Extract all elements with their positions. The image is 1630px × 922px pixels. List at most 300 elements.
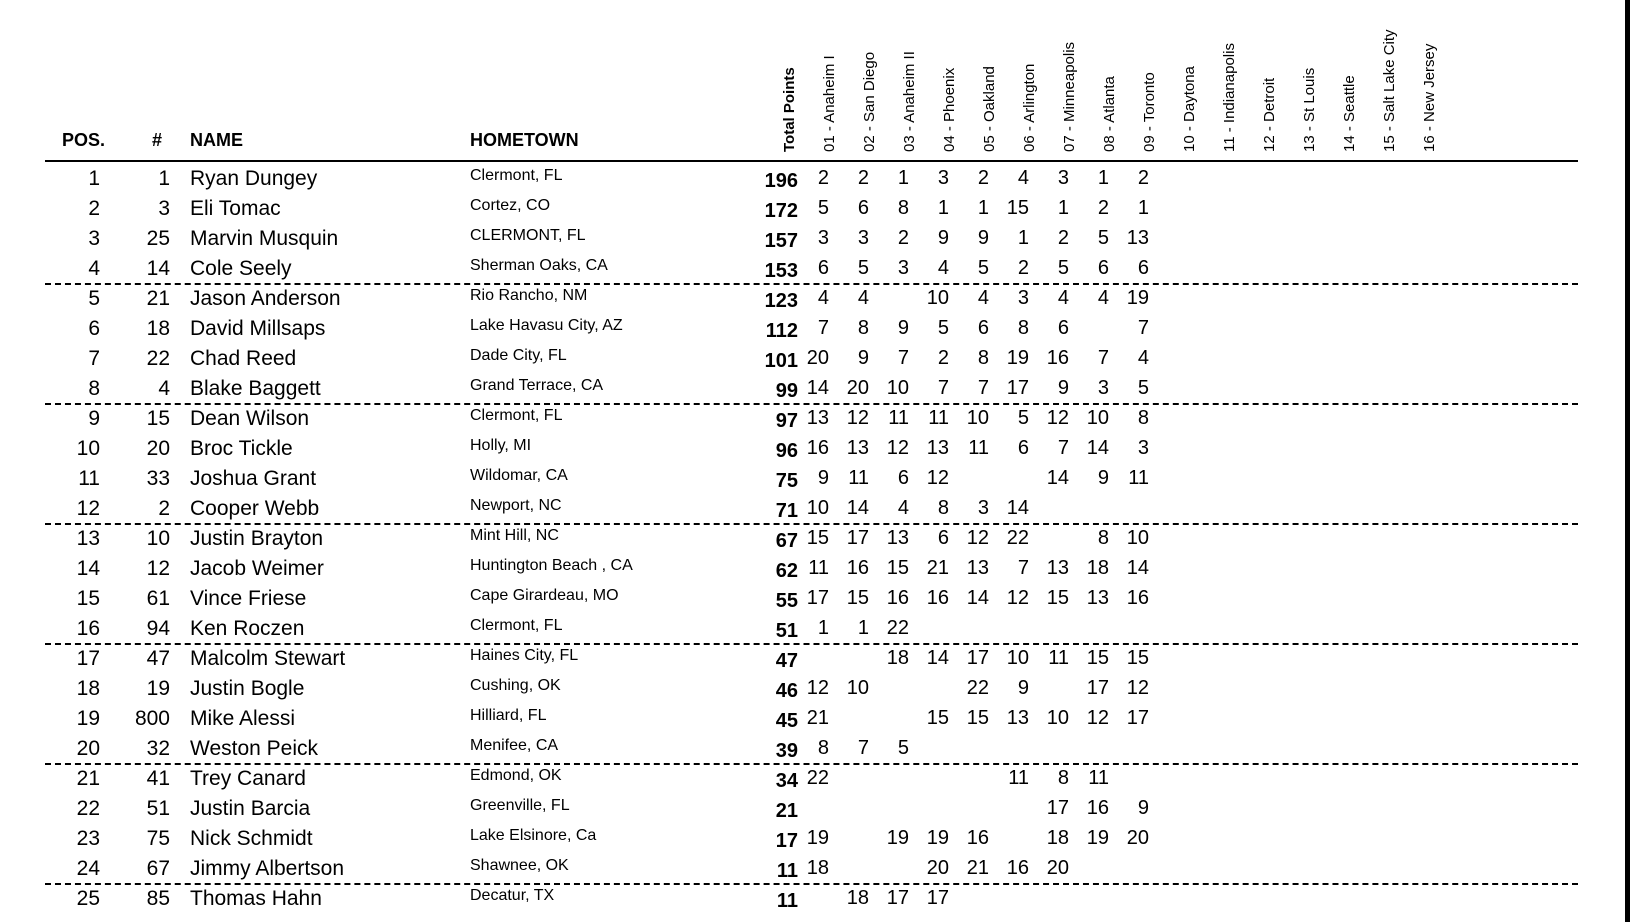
race-column-header: 11 - Indianapolis — [1221, 43, 1238, 152]
race-result-cell: 13 — [886, 527, 909, 549]
race-column-header: 13 - St Louis — [1301, 67, 1318, 152]
race-result-cell: 5 — [817, 197, 829, 219]
race-result-cell: 6 — [817, 257, 829, 279]
rider-name-cell: Chad Reed — [190, 347, 297, 370]
race-column-header: 14 - Seattle — [1341, 75, 1358, 152]
position-cell: 7 — [88, 347, 100, 370]
rider-number-cell: 4 — [158, 377, 170, 400]
race-column-header: 04 - Phoenix — [941, 67, 958, 152]
race-result-cell: 14 — [1046, 467, 1069, 489]
rider-name-cell: Dean Wilson — [190, 407, 310, 430]
race-result-cell: 9 — [1097, 467, 1109, 489]
race-result-cell: 20 — [926, 857, 949, 879]
race-result-cell: 13 — [1126, 227, 1149, 249]
table-row — [0, 255, 1630, 285]
race-result-cell: 11 — [1008, 767, 1029, 789]
race-result-cell: 1 — [1097, 167, 1109, 189]
race-result-cell: 8 — [977, 347, 989, 369]
rider-number-cell: 18 — [146, 317, 170, 340]
race-result-cell: 12 — [846, 407, 869, 429]
race-result-cell: 5 — [1057, 257, 1069, 279]
race-result-cell: 16 — [1046, 347, 1069, 369]
rider-name-cell: Jason Anderson — [190, 287, 341, 310]
total-points-cell: 11 — [776, 860, 798, 882]
race-result-cell: 5 — [937, 317, 949, 339]
race-result-cell: 22 — [886, 617, 909, 639]
position-cell: 2 — [88, 197, 100, 220]
race-result-cell: 18 — [1086, 557, 1109, 579]
race-result-cell: 12 — [926, 467, 949, 489]
rider-name-cell: Justin Bogle — [190, 677, 305, 700]
race-result-cell: 9 — [1017, 677, 1029, 699]
race-result-cell: 16 — [1006, 857, 1029, 879]
race-result-cell: 3 — [897, 257, 909, 279]
hometown-cell: Haines City, FL — [470, 647, 579, 664]
race-result-cell: 20 — [1126, 827, 1149, 849]
race-result-cell: 10 — [1006, 647, 1029, 669]
table-row — [0, 885, 1630, 915]
hometown-cell: Rio Rancho, NM — [470, 287, 588, 304]
race-result-cell: 4 — [817, 287, 829, 309]
hometown-cell: Mint Hill, NC — [470, 527, 559, 544]
race-result-cell: 17 — [1086, 677, 1109, 699]
race-result-cell: 14 — [966, 587, 989, 609]
total-points-cell: 47 — [775, 650, 798, 672]
race-result-cell: 19 — [1086, 827, 1109, 849]
rider-name-cell: Joshua Grant — [190, 467, 317, 490]
race-result-cell: 13 — [926, 437, 949, 459]
table-row — [0, 435, 1630, 465]
rider-name-cell: Trey Canard — [190, 767, 306, 790]
race-result-cell: 16 — [926, 587, 949, 609]
race-result-cell: 11 — [1128, 467, 1149, 489]
position-cell: 21 — [76, 767, 100, 790]
race-result-cell: 1 — [1137, 197, 1149, 219]
race-result-cell: 2 — [857, 167, 869, 189]
rider-name-cell: Mike Alessi — [190, 707, 296, 730]
rider-number-cell: 33 — [146, 467, 170, 490]
hometown-cell: CLERMONT, FL — [470, 227, 586, 244]
race-result-cell: 1 — [897, 167, 909, 189]
race-result-cell: 7 — [937, 377, 949, 399]
table-row — [0, 525, 1630, 555]
race-result-cell: 4 — [1017, 167, 1029, 189]
race-result-cell: 15 — [926, 707, 949, 729]
position-cell: 12 — [76, 497, 100, 520]
race-result-cell: 5 — [1017, 407, 1029, 429]
race-column-header: 15 - Salt Lake City — [1381, 29, 1398, 152]
total-points-cell: 71 — [775, 500, 798, 522]
table-row — [0, 405, 1630, 435]
race-result-cell: 18 — [1046, 827, 1069, 849]
total-points-cell: 157 — [764, 230, 798, 252]
hometown-cell: Decatur, TX — [470, 887, 555, 904]
total-points-cell: 75 — [775, 470, 798, 492]
race-result-cell: 10 — [886, 377, 909, 399]
race-result-cell: 15 — [966, 707, 989, 729]
race-result-cell: 4 — [1137, 347, 1149, 369]
race-result-cell: 15 — [886, 557, 909, 579]
rider-number-cell: 19 — [146, 677, 170, 700]
total-points-cell: 101 — [764, 350, 798, 372]
rider-number-cell: 32 — [146, 737, 170, 760]
race-result-cell: 6 — [977, 317, 989, 339]
table-row — [0, 195, 1630, 225]
race-column-header: 10 - Daytona — [1181, 66, 1198, 152]
rider-number-cell: 12 — [146, 557, 170, 580]
race-result-cell: 3 — [1097, 377, 1109, 399]
hometown-cell: Hilliard, FL — [470, 707, 547, 724]
race-result-cell: 4 — [1097, 287, 1109, 309]
rider-number-cell: 61 — [146, 587, 170, 610]
race-result-cell: 13 — [846, 437, 869, 459]
rider-name-cell: Vince Friese — [190, 587, 307, 610]
position-cell: 9 — [88, 407, 100, 430]
race-result-cell: 19 — [806, 827, 829, 849]
hometown-cell: Cortez, CO — [470, 197, 551, 214]
race-result-cell: 6 — [857, 197, 869, 219]
race-column-header: 09 - Toronto — [1141, 72, 1158, 152]
rider-number-cell: 15 — [146, 407, 170, 430]
race-column-header: 05 - Oakland — [981, 66, 998, 152]
hometown-cell: Grand Terrace, CA — [470, 377, 604, 394]
rider-name-cell: Jimmy Albertson — [190, 857, 345, 880]
race-result-cell: 16 — [886, 587, 909, 609]
race-result-cell: 12 — [1046, 407, 1069, 429]
race-result-cell: 21 — [926, 557, 949, 579]
race-result-cell: 1 — [857, 617, 869, 639]
rider-number-cell: 20 — [146, 437, 170, 460]
race-result-cell: 5 — [1137, 377, 1149, 399]
total-points-cell: 67 — [775, 530, 798, 552]
total-points-cell: 34 — [775, 770, 798, 792]
total-points-column-header: Total Points — [781, 67, 798, 152]
position-cell: 22 — [76, 797, 100, 820]
table-row — [0, 705, 1630, 735]
hometown-cell: Edmond, OK — [470, 767, 562, 784]
position-cell: 10 — [76, 437, 100, 460]
race-result-cell: 3 — [937, 167, 949, 189]
hometown-cell: Huntington Beach , CA — [470, 557, 633, 574]
table-row — [0, 495, 1630, 525]
race-result-cell: 8 — [857, 317, 869, 339]
table-row — [0, 465, 1630, 495]
race-result-cell: 11 — [1088, 767, 1109, 789]
race-result-cell: 15 — [1006, 197, 1029, 219]
race-result-cell: 8 — [1057, 767, 1069, 789]
rider-number-cell: 21 — [146, 287, 170, 310]
table-row — [0, 345, 1630, 375]
position-cell: 3 — [88, 227, 100, 250]
race-result-cell: 1 — [977, 197, 989, 219]
race-result-cell: 3 — [1017, 287, 1029, 309]
race-result-cell: 14 — [846, 497, 869, 519]
rider-name-cell: Ken Roczen — [190, 617, 305, 640]
total-points-cell: 123 — [764, 290, 798, 312]
race-result-cell: 17 — [806, 587, 829, 609]
race-result-cell: 19 — [1126, 287, 1149, 309]
race-result-cell: 3 — [857, 227, 869, 249]
table-row — [0, 585, 1630, 615]
table-row — [0, 615, 1630, 645]
rider-number-cell: 22 — [146, 347, 170, 370]
race-result-cell: 11 — [968, 437, 989, 459]
rider-number-cell: 25 — [146, 227, 170, 250]
total-points-cell: 46 — [775, 680, 798, 702]
race-result-cell: 8 — [1137, 407, 1149, 429]
hometown-cell: Newport, NC — [470, 497, 562, 514]
hometown-cell: Lake Havasu City, AZ — [470, 317, 623, 334]
race-column-header: 06 - Arlington — [1021, 63, 1038, 152]
race-result-cell: 10 — [806, 497, 829, 519]
race-result-cell: 1 — [1017, 227, 1029, 249]
race-result-cell: 14 — [1126, 557, 1149, 579]
table-row — [0, 315, 1630, 345]
race-result-cell: 2 — [977, 167, 989, 189]
race-result-cell: 8 — [817, 737, 829, 759]
race-result-cell: 18 — [846, 887, 869, 909]
rider-name-cell: Jacob Weimer — [190, 557, 324, 580]
race-result-cell: 8 — [1017, 317, 1029, 339]
position-cell: 8 — [88, 377, 100, 400]
total-points-cell: 17 — [775, 830, 798, 852]
race-column-header: 01 - Anaheim I — [821, 55, 838, 152]
race-result-cell: 14 — [1006, 497, 1029, 519]
race-result-cell: 1 — [1057, 197, 1069, 219]
race-result-cell: 7 — [1097, 347, 1109, 369]
race-result-cell: 7 — [857, 737, 869, 759]
race-result-cell: 4 — [1057, 287, 1069, 309]
race-result-cell: 22 — [1006, 527, 1029, 549]
race-result-cell: 2 — [897, 227, 909, 249]
race-column-header: 07 - Minneapolis — [1061, 41, 1078, 152]
rider-name-cell: Nick Schmidt — [190, 827, 313, 850]
race-result-cell: 18 — [886, 647, 909, 669]
race-result-cell: 5 — [897, 737, 909, 759]
race-result-cell: 7 — [1137, 317, 1149, 339]
hometown-cell: Menifee, CA — [470, 737, 559, 754]
race-result-cell: 22 — [806, 767, 829, 789]
race-column-header: 02 - San Diego — [861, 51, 878, 152]
rider-number-cell: 10 — [146, 527, 170, 550]
position-cell: 19 — [76, 707, 100, 730]
race-result-cell: 2 — [1097, 197, 1109, 219]
race-column-header: 16 - New Jersey — [1421, 43, 1438, 152]
position-cell: 25 — [76, 887, 100, 910]
hometown-column-header: HOMETOWN — [470, 130, 579, 150]
race-result-cell: 10 — [1126, 527, 1149, 549]
rider-name-cell: Justin Barcia — [190, 797, 311, 820]
race-result-cell: 17 — [926, 887, 949, 909]
rider-name-cell: Thomas Hahn — [190, 887, 322, 910]
rider-name-cell: Cooper Webb — [190, 497, 320, 520]
total-points-cell: 153 — [764, 260, 798, 282]
race-result-cell: 4 — [897, 497, 909, 519]
race-result-cell: 9 — [1057, 377, 1069, 399]
race-result-cell: 13 — [806, 407, 829, 429]
rider-name-cell: Ryan Dungey — [190, 167, 318, 190]
race-result-cell: 15 — [1046, 587, 1069, 609]
race-result-cell: 16 — [966, 827, 989, 849]
position-cell: 17 — [76, 647, 100, 670]
race-result-cell: 8 — [937, 497, 949, 519]
position-cell: 16 — [76, 617, 100, 640]
rider-number-cell: 47 — [146, 647, 170, 670]
race-result-cell: 6 — [897, 467, 909, 489]
rider-name-cell: Weston Peick — [190, 737, 318, 760]
race-result-cell: 5 — [977, 257, 989, 279]
race-result-cell: 6 — [1097, 257, 1109, 279]
race-result-cell: 2 — [1017, 257, 1029, 279]
table-row — [0, 555, 1630, 585]
race-result-cell: 2 — [817, 167, 829, 189]
total-points-cell: 45 — [775, 710, 798, 732]
hometown-cell: Clermont, FL — [470, 407, 563, 424]
rider-name-cell: Broc Tickle — [190, 437, 293, 460]
rider-number-cell: 75 — [146, 827, 170, 850]
race-result-cell: 20 — [806, 347, 829, 369]
race-result-cell: 20 — [846, 377, 869, 399]
position-cell: 14 — [76, 557, 100, 580]
table-row — [0, 795, 1630, 825]
rider-number-cell: 800 — [134, 707, 170, 730]
hometown-cell: Clermont, FL — [470, 167, 563, 184]
hometown-cell: Wildomar, CA — [470, 467, 568, 484]
race-result-cell: 6 — [1137, 257, 1149, 279]
race-result-cell: 19 — [1006, 347, 1029, 369]
race-result-cell: 12 — [966, 527, 989, 549]
rider-number-cell: 41 — [146, 767, 170, 790]
race-result-cell: 12 — [886, 437, 909, 459]
race-result-cell: 3 — [977, 497, 989, 519]
race-result-cell: 21 — [966, 857, 989, 879]
race-result-cell: 14 — [806, 377, 829, 399]
race-result-cell: 16 — [846, 557, 869, 579]
race-result-cell: 14 — [1086, 437, 1109, 459]
race-result-cell: 2 — [1057, 227, 1069, 249]
table-row — [0, 375, 1630, 405]
hometown-cell: Holly, MI — [470, 437, 532, 454]
race-result-cell: 7 — [817, 317, 829, 339]
hometown-cell: Greenville, FL — [470, 797, 570, 814]
position-cell: 6 — [88, 317, 100, 340]
race-result-cell: 17 — [966, 647, 989, 669]
race-result-cell: 4 — [977, 287, 989, 309]
position-cell: 1 — [88, 167, 100, 190]
table-row — [0, 825, 1630, 855]
race-result-cell: 7 — [897, 347, 909, 369]
rider-number-cell: 2 — [158, 497, 170, 520]
race-result-cell: 16 — [1126, 587, 1149, 609]
total-points-cell: 11 — [776, 890, 798, 912]
race-result-cell: 11 — [928, 407, 949, 429]
race-result-cell: 10 — [1046, 707, 1069, 729]
table-row — [0, 165, 1630, 195]
race-result-cell: 2 — [1137, 167, 1149, 189]
position-cell: 4 — [88, 257, 100, 280]
total-points-cell: 96 — [775, 440, 798, 462]
race-result-cell: 9 — [817, 467, 829, 489]
race-result-cell: 10 — [966, 407, 989, 429]
race-result-cell: 11 — [888, 407, 909, 429]
total-points-cell: 112 — [765, 320, 798, 342]
rider-number-cell: 67 — [146, 857, 170, 880]
race-result-cell: 3 — [1137, 437, 1149, 459]
race-result-cell: 7 — [1057, 437, 1069, 459]
race-result-cell: 11 — [848, 467, 869, 489]
position-cell: 24 — [76, 857, 100, 880]
race-column-header: 12 - Detroit — [1261, 77, 1278, 152]
header-rule — [45, 160, 1578, 162]
race-result-cell: 6 — [937, 527, 949, 549]
race-result-cell: 15 — [1086, 647, 1109, 669]
rider-number-cell: 94 — [146, 617, 170, 640]
hometown-cell: Dade City, FL — [470, 347, 567, 364]
race-result-cell: 5 — [1097, 227, 1109, 249]
race-result-cell: 11 — [1048, 647, 1069, 669]
rider-name-cell: Eli Tomac — [190, 197, 281, 220]
race-result-cell: 13 — [1086, 587, 1109, 609]
rider-number-cell: 14 — [146, 257, 170, 280]
race-result-cell: 21 — [806, 707, 829, 729]
rider-name-cell: Cole Seely — [190, 257, 292, 280]
race-result-cell: 22 — [966, 677, 989, 699]
race-column-header: 03 - Anaheim II — [901, 51, 918, 152]
race-result-cell: 10 — [1086, 407, 1109, 429]
race-result-cell: 13 — [1046, 557, 1069, 579]
table-row — [0, 225, 1630, 255]
race-result-cell: 12 — [1086, 707, 1109, 729]
total-points-cell: 99 — [775, 380, 798, 402]
race-result-cell: 14 — [926, 647, 949, 669]
rider-number-cell: 85 — [146, 887, 170, 910]
hometown-cell: Clermont, FL — [470, 617, 563, 634]
race-result-cell: 19 — [886, 827, 909, 849]
race-result-cell: 4 — [857, 287, 869, 309]
race-result-cell: 6 — [1057, 317, 1069, 339]
race-result-cell: 16 — [806, 437, 829, 459]
race-result-cell: 15 — [1126, 647, 1149, 669]
race-result-cell: 2 — [937, 347, 949, 369]
table-row — [0, 765, 1630, 795]
total-points-cell: 172 — [764, 200, 798, 222]
table-row — [0, 675, 1630, 705]
race-result-cell: 9 — [937, 227, 949, 249]
race-result-cell: 17 — [1006, 377, 1029, 399]
race-result-cell: 3 — [817, 227, 829, 249]
race-result-cell: 5 — [857, 257, 869, 279]
name-column-header: NAME — [190, 130, 243, 150]
race-column-header: 08 - Atlanta — [1101, 76, 1118, 152]
race-result-cell: 15 — [846, 587, 869, 609]
race-result-cell: 1 — [817, 617, 829, 639]
hometown-cell: Sherman Oaks, CA — [470, 257, 608, 274]
position-cell: 23 — [76, 827, 100, 850]
race-result-cell: 3 — [1057, 167, 1069, 189]
race-result-cell: 7 — [977, 377, 989, 399]
rider-name-cell: Justin Brayton — [190, 527, 324, 550]
race-result-cell: 10 — [846, 677, 869, 699]
total-points-cell: 97 — [775, 410, 798, 432]
position-cell: 15 — [76, 587, 100, 610]
total-points-cell: 55 — [775, 590, 798, 612]
race-result-cell: 15 — [806, 527, 829, 549]
race-result-cell: 17 — [1046, 797, 1069, 819]
race-result-cell: 13 — [966, 557, 989, 579]
race-result-cell: 17 — [1126, 707, 1149, 729]
race-result-cell: 9 — [1137, 797, 1149, 819]
race-result-cell: 18 — [806, 857, 829, 879]
